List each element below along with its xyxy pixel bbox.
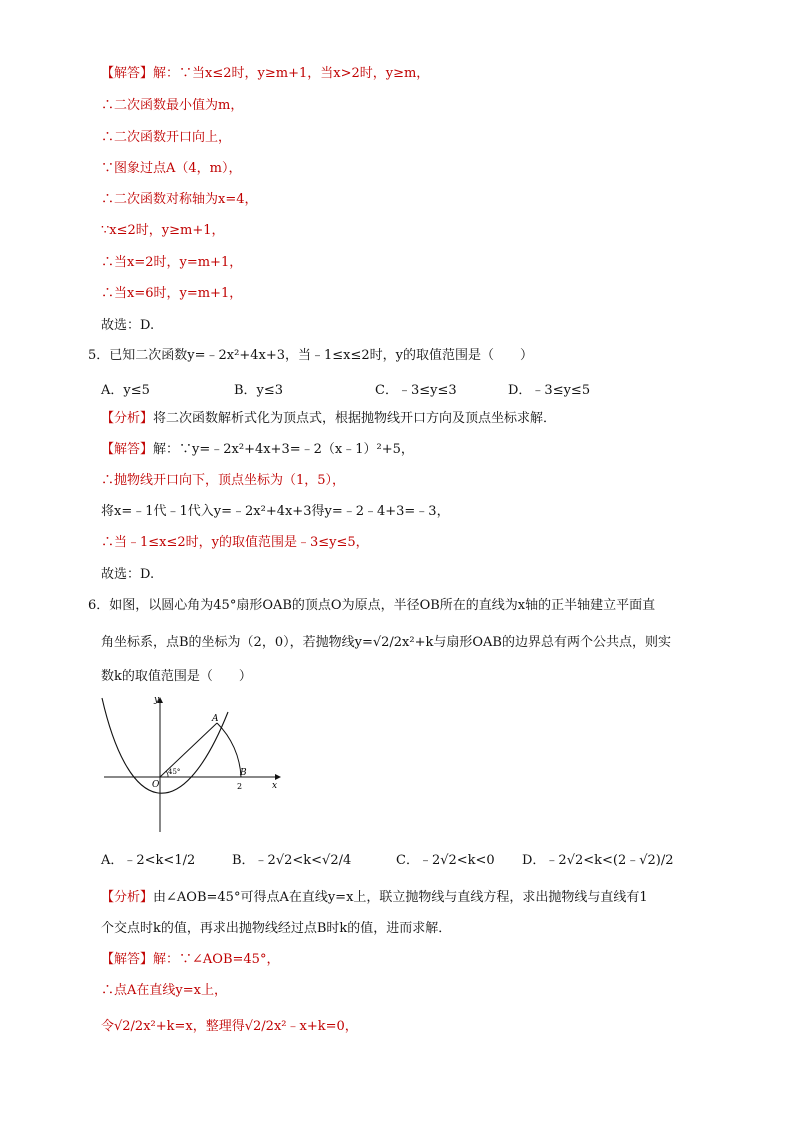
solution-choice: 故选：D. <box>101 318 155 333</box>
q6-stem-line-2: 角坐标系，点B的坐标为（2，0），若抛物线y=√2/2x²+k与扇形OAB的边界总有两个公共点，则实 <box>101 635 671 650</box>
solution-line-3: ∴二次函数开口向上， <box>101 130 232 145</box>
label-o: O <box>152 780 160 790</box>
solution-line-2: ∴二次函数最小值为m， <box>101 98 244 113</box>
solution-line-4: ∵图象过点A（4，m）， <box>101 161 242 176</box>
q6-figure <box>100 692 290 838</box>
q6-option-d: D．﹣2√2<k<(2﹣√2)/2 <box>522 853 674 868</box>
q6-option-b: B．﹣2√2<k<√2/4 <box>232 853 352 868</box>
q5-option-d: D．﹣3≤y≤5 <box>508 383 591 398</box>
q6-stem-line-3: 数k的取值范围是（ ） <box>101 669 252 684</box>
solution-line-1 <box>101 65 429 83</box>
q6-analysis-line-1 <box>101 889 648 907</box>
q5-solution-tag: 【解答】 <box>101 442 154 457</box>
q6-stem-line-1: 6．如图，以圆心角为45°扇形OAB的顶点O为原点，半径OB所在的直线为x轴的正半轴建立平面直 <box>88 598 656 613</box>
q5-stem: 5．已知二次函数y=﹣2x²+4x+3，当﹣1≤x≤2时，y的取值范围是（ ） <box>88 348 533 363</box>
label-angle: 45° <box>168 768 181 776</box>
q6-solution-tag: 【解答】 <box>101 952 154 967</box>
solution-line-8: ∴当x=6时，y=m+1， <box>101 286 243 301</box>
q6-analysis-text: 由∠AOB=45°可得点A在直线y=x上，联立抛物线与直线方程，求出抛物线与直线有1 <box>153 890 648 905</box>
q5-choice: 故选：D. <box>101 567 155 582</box>
label-b: B <box>240 768 247 778</box>
label-a: A <box>212 714 219 724</box>
q6-solution-line-3: 令√2/2x²+k=x，整理得√2/2x²﹣x+k=0， <box>101 1019 358 1034</box>
q5-option-c: C．﹣3≤y≤3 <box>375 383 457 398</box>
sector-arc-ab <box>217 723 241 777</box>
label-y: y <box>154 695 160 705</box>
solution-line-6: ∵x≤2时，y≥m+1， <box>101 223 225 238</box>
q6-solution-text: 解：∵∠AOB=45°， <box>153 952 280 967</box>
parabola-curve <box>102 698 228 793</box>
label-x: x <box>272 781 278 791</box>
q5-analysis-text: 将二次函数解析式化为顶点式，根据抛物线开口方向及顶点坐标求解． <box>153 411 557 426</box>
solution-tag: 【解答】 <box>101 66 154 81</box>
solution-line-7: ∴当x=2时，y=m+1， <box>101 255 243 270</box>
q6-option-c: C．﹣2√2<k<0 <box>396 853 495 868</box>
q5-solution-line-1 <box>101 441 414 459</box>
q6-analysis-line-2: 个交点时k的值，再求出抛物线经过点B时k的值，进而求解． <box>101 921 452 936</box>
q5-option-a: A．y≤5 <box>101 383 150 398</box>
q5-option-b: B．y≤3 <box>234 383 284 398</box>
solution-line-5: ∴二次函数对称轴为x=4， <box>101 192 258 207</box>
q6-analysis-tag: 【分析】 <box>101 890 154 905</box>
q5-solution-text: 解：∵y=﹣2x²+4x+3=﹣2（x﹣1）²+5， <box>153 442 414 457</box>
label-two: 2 <box>237 782 243 791</box>
q5-solution-line-2: ∴抛物线开口向下，顶点坐标为（1，5）， <box>101 473 346 488</box>
solution-text: 解：∵当x≤2时，y≥m+1，当x>2时，y≥m， <box>153 66 430 81</box>
q5-solution-line-4: ∴当﹣1≤x≤2时，y的取值范围是﹣3≤y≤5， <box>101 535 369 550</box>
q5-analysis <box>101 410 556 428</box>
q5-analysis-tag: 【分析】 <box>101 411 154 426</box>
q6-solution-line-2: ∴点A在直线y=x上， <box>101 983 227 998</box>
q5-solution-line-3: 将x=﹣1代﹣1代入y=﹣2x²+4x+3得y=﹣2﹣4+3=﹣3， <box>101 504 450 519</box>
q6-option-a: A．﹣2<k<1/2 <box>101 853 196 868</box>
q6-solution-line-1 <box>101 951 279 969</box>
